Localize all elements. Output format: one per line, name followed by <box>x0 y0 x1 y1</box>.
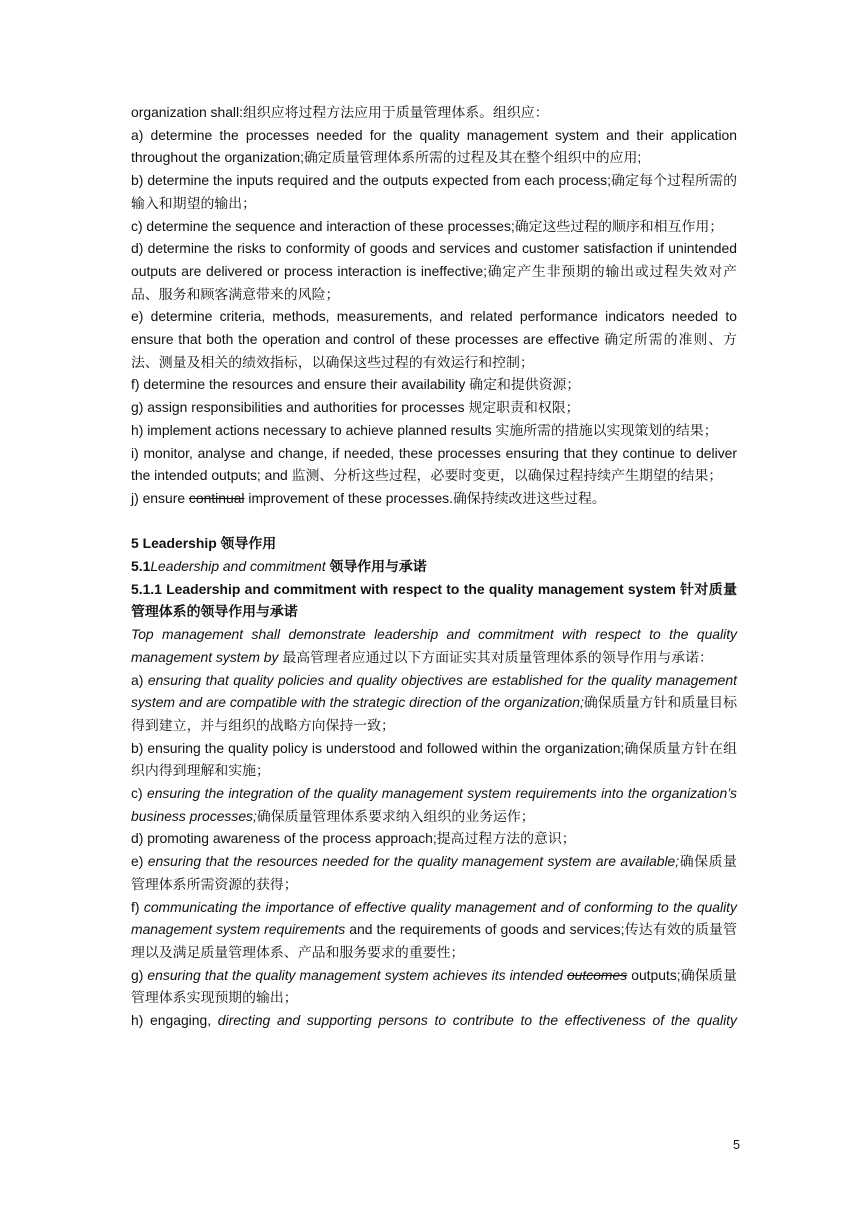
struck-word-outcomes: outcomes <box>566 966 628 983</box>
intro-line: organization shall:组织应将过程方法应用于质量管理体系。组织应： <box>131 104 549 120</box>
item-chinese: 确保质量管理体系所需资源的获得； <box>131 853 737 892</box>
heading-5-1-1: 5.1.1 Leadership and commitment with respect to the quality management system 针对质量管理体系的领导作用与承诺 <box>131 580 737 620</box>
list-item-g: g) assign responsibilities and authorities for processes 规定职责和权限； <box>131 399 580 416</box>
item-english: ensuring that the quality management system achieves its intended <box>147 966 567 983</box>
list-item-h: h) implement actions necessary to achieve planned results 实施所需的措施以实现策划的结果； <box>131 421 718 438</box>
commitment-item-a <box>131 669 737 737</box>
heading-5: 5 Leadership 领导作用 <box>131 535 277 552</box>
item-label: a) <box>131 671 148 688</box>
item-english: communicating the importance of effective quality management and of conforming to the quality management system requirements <box>131 898 737 938</box>
commitment-item-f <box>131 896 737 964</box>
item-label: c) <box>131 785 147 802</box>
commitment-item-e <box>131 850 737 895</box>
list-item-i: i) monitor, analyse and change, if needed, these processes ensuring that they continue to deliver the intended outputs; and 监测、分析这些过程，必要时变更，以确保过程持续产生期望的结果； <box>131 444 737 484</box>
heading-5-1 <box>131 555 737 578</box>
list-item-f: f) determine the resources and ensure their availability 确定和提供资源； <box>131 376 581 393</box>
item-rest: outputs;确保质量管理体系实现预期的输出； <box>131 966 738 1006</box>
commitment-item-c <box>131 782 737 827</box>
heading-5-1-english: Leadership and commitment <box>150 558 326 575</box>
top-management-english: Top management shall demonstrate leadership and commitment with respect to the quality management system by <box>131 626 737 665</box>
heading-5-1-chinese: 领导作用与承诺 <box>325 558 427 575</box>
item-english: ensuring that the resources needed for the quality management system are available; <box>147 853 680 870</box>
item-english: ensuring that quality policies and quality objectives are established for the quality management system and are compatible with the strategic direction of the organization; <box>131 671 737 711</box>
commitment-item-h <box>131 1009 737 1032</box>
item-chinese: 确保质量方针和质量目标得到建立，并与组织的战略方向保持一致； <box>131 694 737 733</box>
item-rest: and the requirements of goods and services;传达有效的质量管理以及满足质量管理体系、产品和服务要求的重要性； <box>131 921 737 960</box>
commitment-item-d: d) promoting awareness of the process approach;提高过程方法的意识； <box>131 830 576 847</box>
top-management-paragraph <box>131 623 737 668</box>
item-english: directing and supporting persons to contribute to the effectiveness of the quality <box>217 1012 737 1029</box>
item-j-prefix: j) ensure <box>131 489 189 506</box>
item-label: g) <box>131 966 148 983</box>
commitment-item-g <box>131 964 737 1009</box>
list-item-d: d) determine the risks to conformity of goods and services and customer satisfaction if unintended outputs are delivered or process interaction is ineffective;确定产生非预期的输出或过程失效对产品、服务和顾客满意带来的风险； <box>131 240 737 302</box>
heading-5-1-number: 5.1 <box>131 558 151 575</box>
item-english: ensuring the integration of the quality management system requirements into the organization’s business processes; <box>131 785 738 824</box>
list-item-j <box>131 487 737 510</box>
list-item-a: a) determine the processes needed for the quality management system and their application throughout the organization;确定质量管理体系所需的过程及其在整个组织中的应用; <box>131 126 737 166</box>
item-chinese: 确保质量管理体系要求纳入组织的业务运作； <box>256 807 535 824</box>
commitment-item-b: b) ensuring the quality policy is understood and followed within the organization;确保质量方针在组织内得到理解和实施； <box>131 739 737 779</box>
item-label: f) <box>131 898 144 915</box>
page-body <box>131 101 737 1032</box>
page-number: 5 <box>733 1138 740 1152</box>
section-gap <box>131 510 737 533</box>
item-label: h) engaging, <box>131 1012 218 1029</box>
item-label: e) <box>131 853 148 870</box>
list-item-e: e) determine criteria, methods, measurements, and related performance indicators needed to ensure that both the operation and control of these processes are effective 确定所需的准则、方法、测量及相关的绩效指标，以确保这些过程的有效运行和控制； <box>131 308 737 370</box>
top-management-chinese: 最高管理者应通过以下方面证实其对质量管理体系的领导作用与承诺： <box>278 648 713 665</box>
list-item-c: c) determine the sequence and interaction of these processes;确定这些过程的顺序和相互作用； <box>131 217 724 234</box>
item-j-suffix: improvement of these processes.确保持续改进这些过程。 <box>244 489 606 506</box>
struck-word-continual: continual <box>188 489 245 506</box>
list-item-b: b) determine the inputs required and the outputs expected from each process;确定每个过程所需的输入和期望的输出； <box>131 172 737 211</box>
